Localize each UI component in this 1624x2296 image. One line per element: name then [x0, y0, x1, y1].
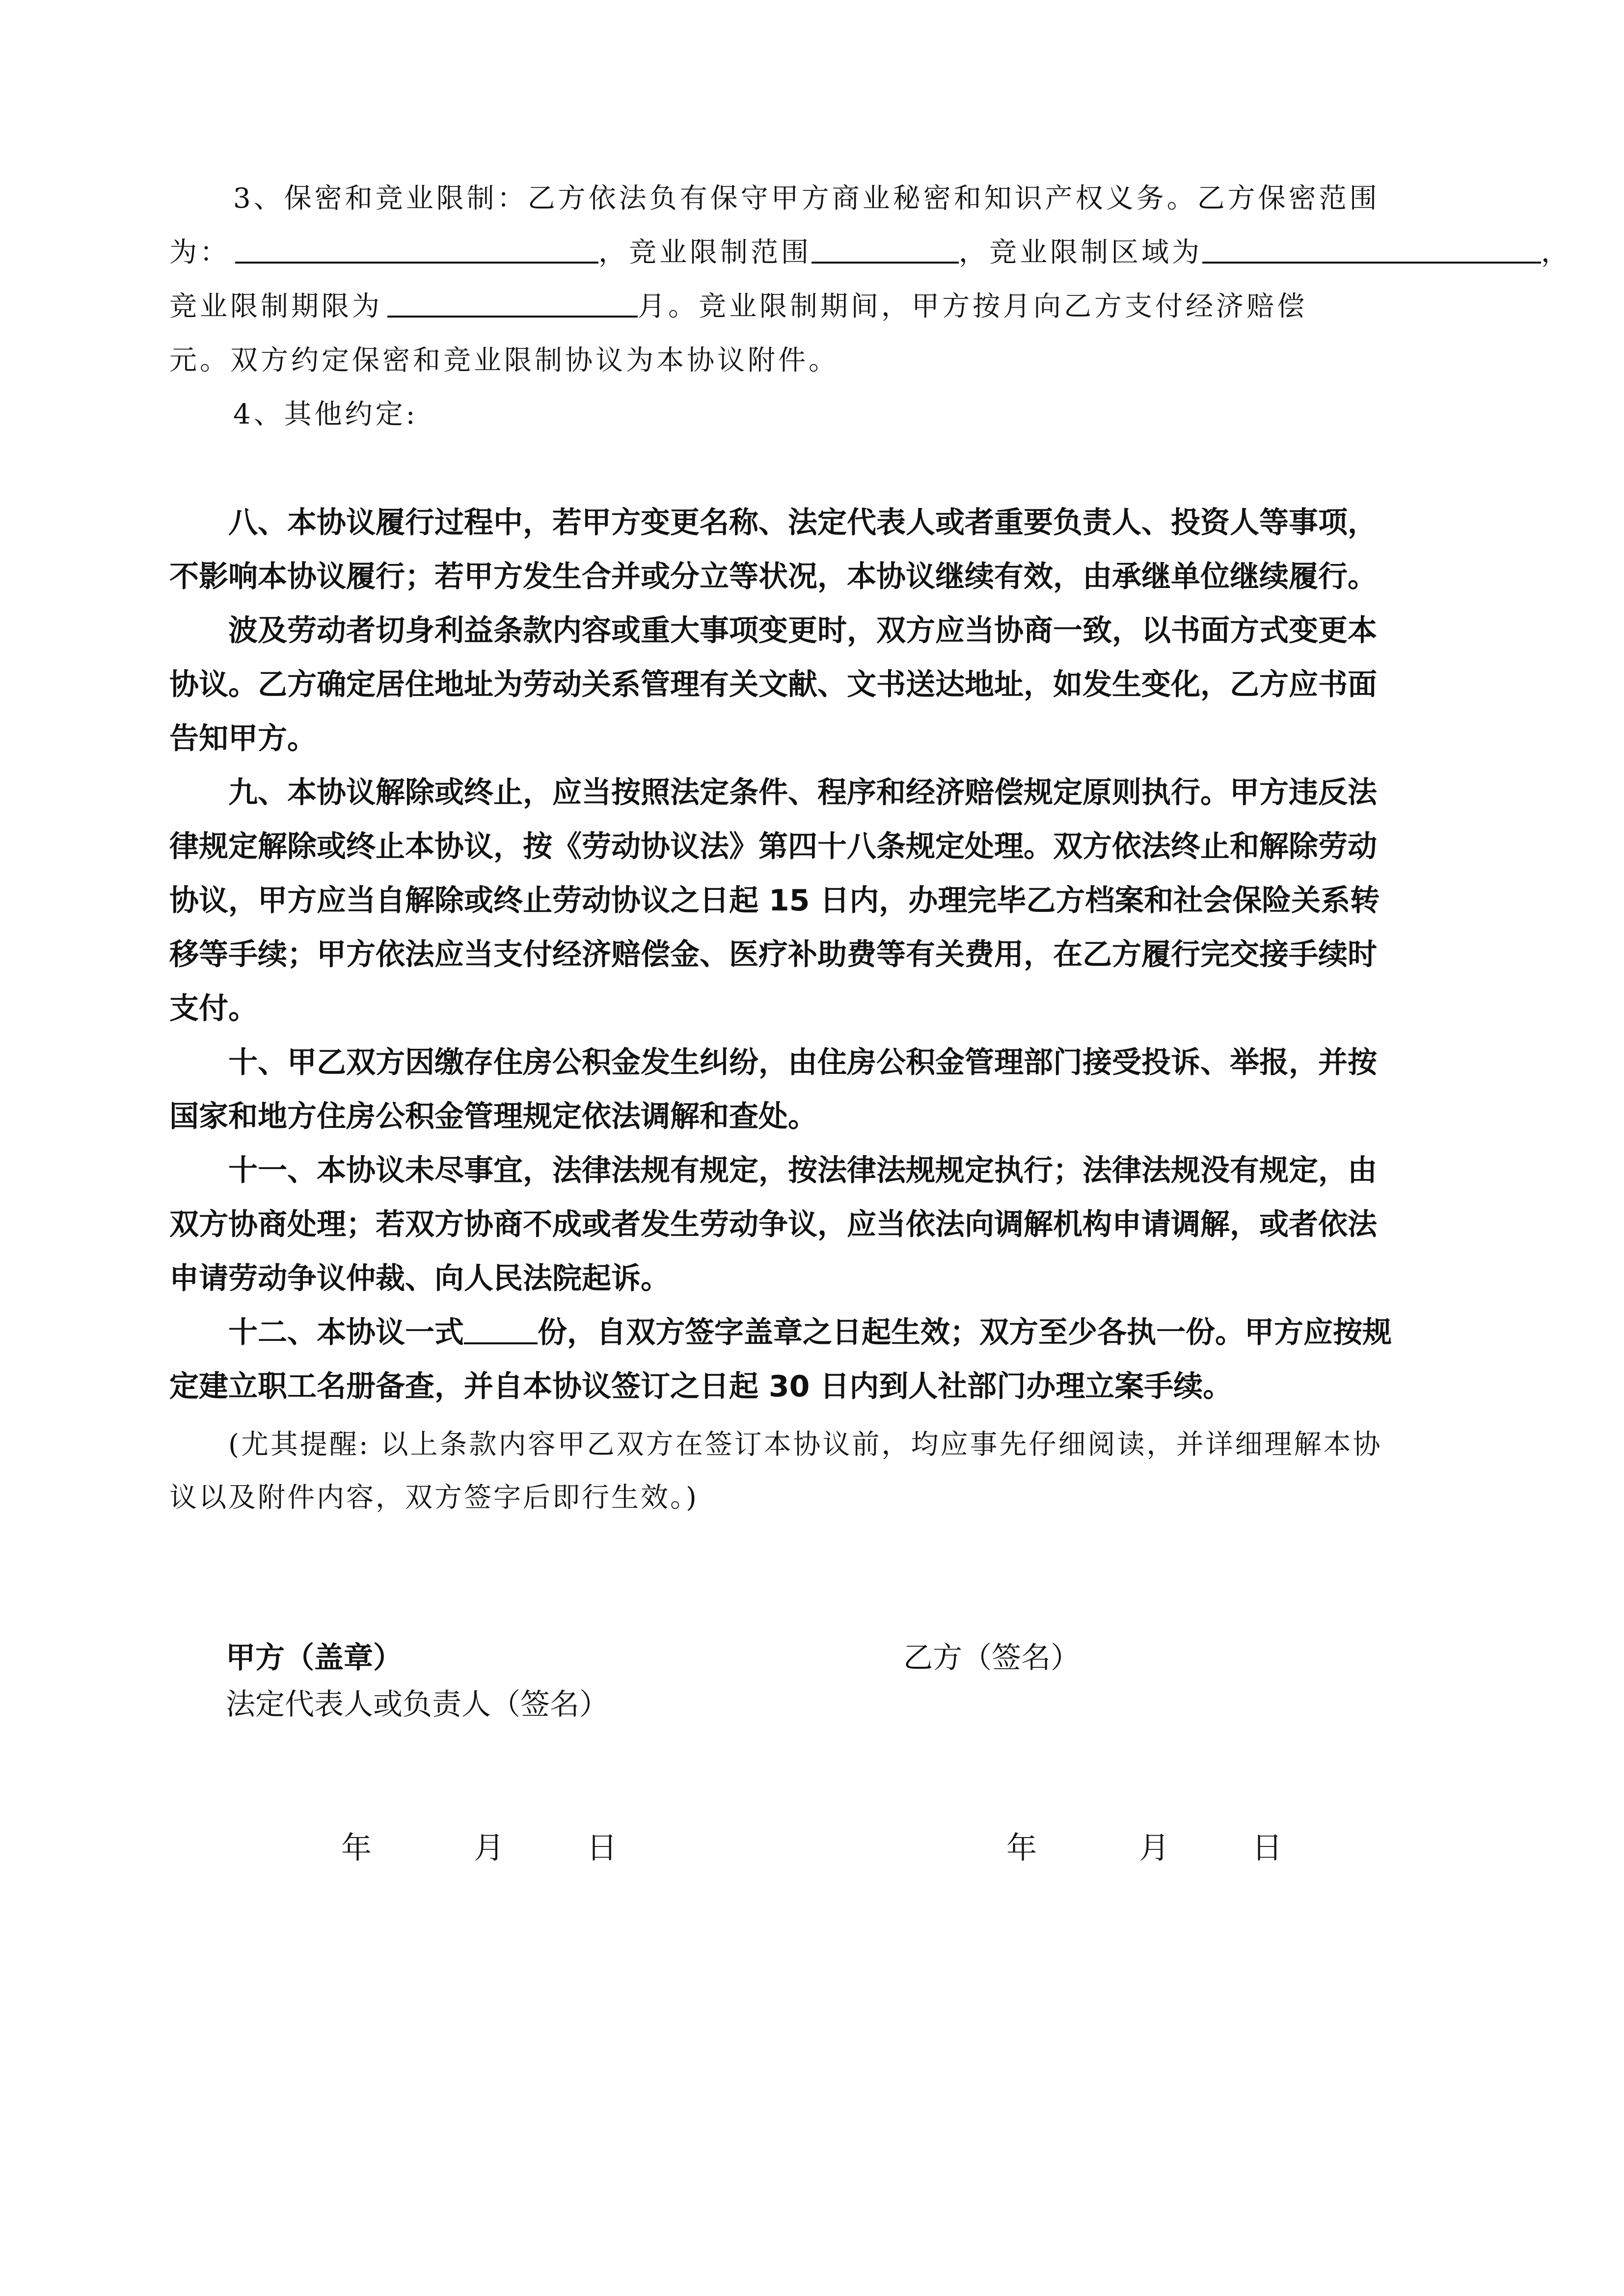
clause-8-line-1: 八、本协议履行过程中，若甲方变更名称、法定代表人或者重要负责人、投资人等事项， [228, 506, 1377, 540]
clause-11-line-1: 十一、本协议未尽事宜，法律法规有规定，按法律法规规定执行；法律法规没有规定，由 [228, 1153, 1377, 1188]
party-a-date-year: 年 [341, 1830, 372, 1866]
special-note [169, 1418, 1505, 1524]
clause-10-line-1: 十、甲乙双方因缴存住房公积金发生纠纷，由住房公积金管理部门接受投诉、举报，并按 [228, 1045, 1377, 1080]
clause-9-line-1: 九、本协议解除或终止，应当按照法定条件、程序和经济赔偿规定原则执行。甲方违反法 [228, 775, 1377, 810]
clause-3-line-4: 元。双方约定保密和竞业限制协议为本协议附件。 [169, 345, 839, 376]
note-line-2: 议以及附件内容，双方签字后即行生效。) [169, 1482, 699, 1514]
clause-3-line-3: 竞业限制期限为 月。竞业限制期间，甲方按月向乙方支付经济赔偿 [169, 280, 1505, 334]
party-a-date-month: 月 [474, 1830, 505, 1866]
party-b-signature-label: 乙方（签名） [903, 1641, 1080, 1675]
clause-3-line-2: 为： ，竞业限制范围 ，竞业限制区域为 ， [169, 226, 1505, 280]
noncompete-region-blank[interactable] [1202, 234, 1541, 264]
noncompete-scope-blank[interactable] [812, 234, 959, 264]
party-b-date-month: 月 [1139, 1830, 1170, 1866]
clause-9-line-2: 律规定解除或终止本协议，按《劳动协议法》第四十八条规定处理。双方依法终止和解除劳动 [169, 829, 1377, 864]
clause-9-line-3: 协议，甲方应当自解除或终止劳动协议之日起 15 日内，办理完毕乙方档案和社会保险关系转 [169, 883, 1380, 918]
party-b-date-year: 年 [1006, 1830, 1037, 1866]
clause-12-line-1: 十二、本协议一式 份，自双方签字盖章之日起生效；双方至少各执一份。甲方应按规 [169, 1306, 1505, 1360]
noncompete-period-blank[interactable] [387, 288, 638, 318]
clause-9-line-4: 移等手续；甲方依法应当支付经济赔偿金、医疗补助费等有关费用，在乙方履行完交接手续时 [169, 937, 1377, 972]
body-block [169, 496, 1505, 1414]
party-a-seal-label: 甲方（盖章） [226, 1641, 403, 1675]
note-line-1: (尤其提醒: 以上条款内容甲乙双方在签订本协议前，均应事先仔细阅读，并详细理解本协 [228, 1429, 1382, 1461]
clause-8b-line-3: 告知甲方。 [169, 721, 317, 756]
clause-4: 4、其他约定: [233, 399, 418, 430]
party-a-date-day: 日 [587, 1830, 618, 1866]
confidentiality-scope-blank[interactable] [235, 234, 598, 264]
clause-8-line-2: 不影响本协议履行；若甲方发生合并或分立等状况，本协议继续有效，由承继单位继续履行。 [169, 560, 1377, 594]
clause-12-line-2: 定建立职工名册备查，并自本协议签订之日起 30 日内到人社部门办理立案手续。 [169, 1369, 1233, 1404]
clause-8b-line-1: 波及劳动者切身利益条款内容或重大事项变更时，双方应当协商一致，以书面方式变更本 [228, 614, 1377, 648]
clause-10-line-2: 国家和地方住房公积金管理规定依法调解和查处。 [169, 1099, 817, 1134]
copies-count-blank[interactable] [464, 1313, 538, 1344]
party-b-date-day: 日 [1252, 1830, 1283, 1866]
clause-11-line-3: 申请劳动争议仲裁、向人民法院起诉。 [169, 1261, 670, 1296]
clause-8b-line-2: 协议。乙方确定居住地址为劳动关系管理有关文献、文书送达地址，如发生变化，乙方应书面 [169, 667, 1377, 702]
clause-11-line-2: 双方协商处理；若双方协商不成或者发生劳动争议，应当依法向调解机构申请调解，或者依法 [169, 1207, 1377, 1242]
clause-3-line-1: 3、保密和竞业限制：乙方依法负有保守甲方商业秘密和知识产权义务。乙方保密范围 [233, 183, 1380, 214]
party-a-representative-label: 法定代表人或负责人（签名） [226, 1687, 609, 1722]
clause-9-line-5: 支付。 [169, 991, 258, 1026]
clause-3-block [169, 172, 1571, 442]
